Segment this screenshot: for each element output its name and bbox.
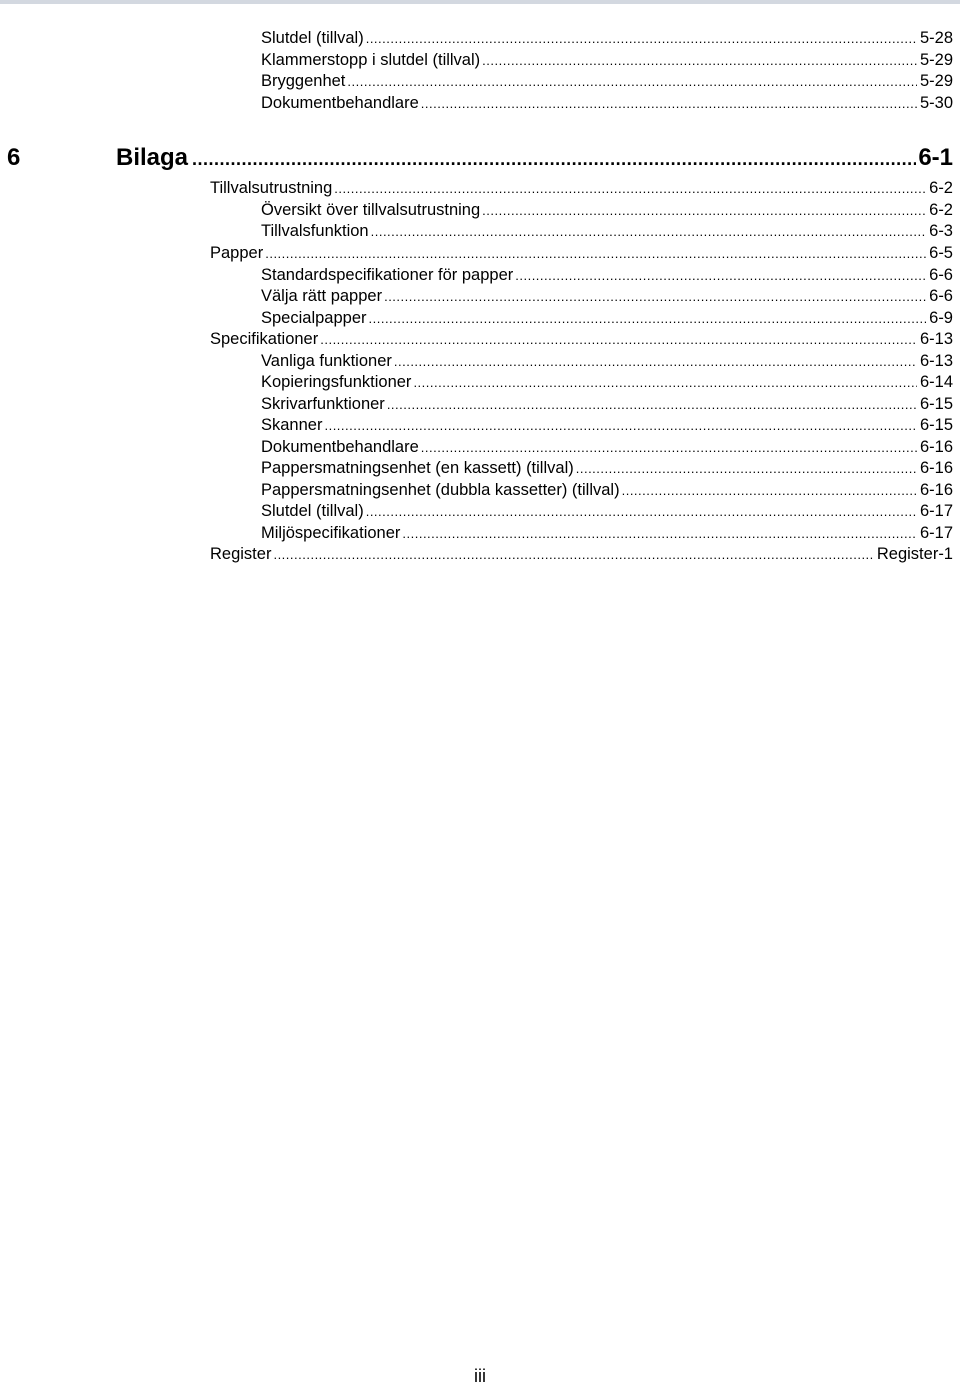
toc-entry-standardspecifikationer[interactable] xyxy=(0,265,953,287)
toc-entry-miljospecifikationer[interactable] xyxy=(0,523,953,545)
toc-entry-specialpapper[interactable] xyxy=(0,308,953,330)
toc-leader xyxy=(482,200,926,222)
toc-entry-page: 6-3 xyxy=(929,222,953,240)
top-rule xyxy=(0,0,960,4)
toc-entry-slutdel-6[interactable] xyxy=(0,501,953,523)
toc-leader xyxy=(366,28,917,50)
toc-leader xyxy=(347,71,917,93)
toc-entry-label: Pappersmatningsenhet (dubbla kassetter) (tillval) xyxy=(261,480,620,499)
toc-entry-label: Miljöspecifikationer xyxy=(261,523,401,542)
toc-entry-page: 6-13 xyxy=(919,351,953,370)
toc-entry-label: Välja rätt papper xyxy=(261,287,383,305)
toc-entry-label: Specialpapper xyxy=(261,308,367,327)
toc-entry-page: 6-5 xyxy=(929,244,953,262)
toc-entry-kopieringsfunktioner[interactable] xyxy=(0,372,953,394)
toc-entry-label: Översikt över tillvalsutrustning xyxy=(261,200,481,219)
toc-entry-papper[interactable] xyxy=(0,243,953,265)
toc-entry-page: 6-6 xyxy=(929,287,953,305)
toc-entry-label: Skanner xyxy=(261,416,323,434)
toc-entry-page: 6-16 xyxy=(919,437,953,456)
toc-entry-tillvalsutrustning[interactable] xyxy=(0,178,953,200)
toc-entry-pappersmatning-en[interactable] xyxy=(0,458,953,480)
toc-entry-page: 6-16 xyxy=(919,459,953,477)
toc-leader xyxy=(413,372,917,394)
toc-entry-page: 6-2 xyxy=(929,179,953,197)
toc-entry-label: Bryggenhet xyxy=(261,72,346,90)
toc-entry-oversikt[interactable] xyxy=(0,200,953,222)
toc-chapter-6[interactable] xyxy=(0,143,953,174)
toc-entry-page: 5-29 xyxy=(919,50,953,69)
toc-entry-valja-ratt-papper[interactable] xyxy=(0,286,953,308)
toc-entry-label: Slutdel (tillval) xyxy=(261,502,364,520)
toc-entry-page: 6-17 xyxy=(919,502,953,520)
toc-entry-page: 6-13 xyxy=(919,330,953,348)
toc-entry-label: Specifikationer xyxy=(210,330,319,348)
toc-entry-page: 5-30 xyxy=(919,93,953,112)
toc-entry-skanner[interactable] xyxy=(0,415,953,437)
toc-entry-pappersmatning-dubbla[interactable] xyxy=(0,480,953,502)
toc-entry-label: Vanliga funktioner xyxy=(261,351,392,370)
toc-leader xyxy=(324,415,917,437)
toc-leader xyxy=(482,50,917,72)
toc-leader xyxy=(366,501,917,523)
chapter-page: 6-1 xyxy=(918,144,953,171)
toc-entry-label: Slutdel (tillval) xyxy=(261,29,364,47)
toc-leader xyxy=(394,351,917,373)
toc-leader xyxy=(387,394,917,416)
toc-entry-vanliga-funktioner[interactable] xyxy=(0,351,953,373)
toc-leader xyxy=(384,286,926,308)
toc-entry-label: Skrivarfunktioner xyxy=(261,394,385,413)
toc-leader xyxy=(421,93,917,115)
toc-leader xyxy=(576,458,917,480)
chapter-title: Bilaga xyxy=(116,144,189,171)
toc-entry-page: 6-9 xyxy=(929,308,953,327)
toc-entry-page: 6-2 xyxy=(929,200,953,219)
toc-leader xyxy=(273,544,873,566)
chapter-number: 6 xyxy=(7,144,21,171)
toc-entry-label: Dokumentbehandlare xyxy=(261,437,419,456)
toc-entry-label: Tillvalsutrustning xyxy=(210,179,333,197)
toc-entry-label: Standardspecifikationer för papper xyxy=(261,265,514,284)
toc-leader xyxy=(192,144,916,174)
toc-leader xyxy=(402,523,917,545)
toc-entry-specifikationer[interactable] xyxy=(0,329,953,351)
toc-entry-label: Kopieringsfunktioner xyxy=(261,373,412,391)
toc-entry-label: Pappersmatningsenhet (en kassett) (tillval) xyxy=(261,459,574,477)
footer-page-number: iii xyxy=(474,1366,486,1386)
toc-leader xyxy=(369,308,927,330)
toc-entry-klammerstopp[interactable] xyxy=(0,50,953,72)
toc-entry-label: Klammerstopp i slutdel (tillval) xyxy=(261,50,481,69)
toc-leader xyxy=(265,243,926,265)
toc-entry-page: 6-15 xyxy=(919,416,953,434)
toc-leader xyxy=(320,329,917,351)
toc-entry-dokumentbehandlare-5[interactable] xyxy=(0,93,953,115)
toc-entry-slutdel-5[interactable] xyxy=(0,28,953,50)
toc-entry-page: 6-14 xyxy=(919,373,953,391)
toc-entry-label: Register xyxy=(210,545,272,563)
toc-entry-page: Register-1 xyxy=(876,545,953,563)
toc-entry-page: 5-29 xyxy=(919,72,953,90)
toc-entry-skrivarfunktioner[interactable] xyxy=(0,394,953,416)
toc-entry-dokumentbehandlare-6[interactable] xyxy=(0,437,953,459)
toc-leader xyxy=(371,221,927,243)
toc-leader xyxy=(334,178,926,200)
toc-entry-register[interactable] xyxy=(0,544,953,566)
toc-entry-label: Dokumentbehandlare xyxy=(261,93,419,112)
toc-entry-label: Papper xyxy=(210,244,264,262)
toc-entry-page: 6-16 xyxy=(919,480,953,499)
toc-entry-page: 6-17 xyxy=(919,523,953,542)
toc-leader xyxy=(515,265,926,287)
toc-entry-tillvalsfunktion[interactable] xyxy=(0,221,953,243)
toc-entry-page: 6-15 xyxy=(919,394,953,413)
toc-leader xyxy=(622,480,917,502)
toc-entry-page: 5-28 xyxy=(919,29,953,47)
toc-entry-bryggenhet[interactable] xyxy=(0,71,953,93)
toc-entry-label: Tillvalsfunktion xyxy=(261,222,369,240)
toc-leader xyxy=(421,437,917,459)
toc-entry-page: 6-6 xyxy=(929,265,953,284)
